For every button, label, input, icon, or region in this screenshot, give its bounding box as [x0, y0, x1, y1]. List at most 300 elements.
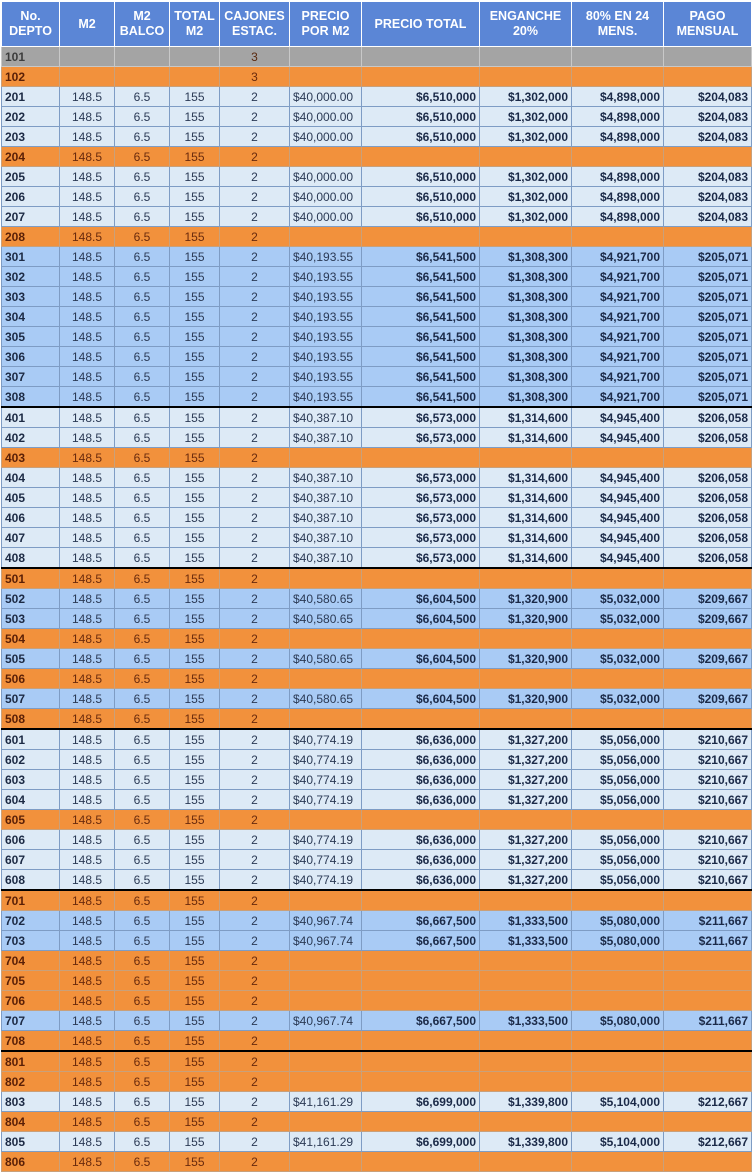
- table-row: [2, 1112, 752, 1132]
- cell-80-24-mens: $4,898,000: [572, 87, 664, 107]
- cell-depto: 501: [2, 568, 60, 589]
- cell-total-m2: 155: [170, 87, 220, 107]
- cell-m2: 148.5: [60, 127, 115, 147]
- table-row: [2, 127, 752, 147]
- cell-pago-mensual: $204,083: [664, 187, 752, 207]
- cell-precio-total: $6,510,000: [362, 87, 480, 107]
- cell-m2: 148.5: [60, 911, 115, 931]
- cell-total-m2: 155: [170, 750, 220, 770]
- cell-total-m2: 155: [170, 327, 220, 347]
- cell-depto: 307: [2, 367, 60, 387]
- cell-precio-total: $6,541,500: [362, 367, 480, 387]
- cell-m2-balco: 6.5: [115, 508, 170, 528]
- cell-enganche: [480, 629, 572, 649]
- cell-precio-m2: $40,193.55: [290, 307, 362, 327]
- cell-enganche: $1,339,800: [480, 1132, 572, 1152]
- cell-total-m2: 155: [170, 307, 220, 327]
- cell-m2: 148.5: [60, 709, 115, 730]
- cell-m2: 148.5: [60, 870, 115, 891]
- table-row: [2, 770, 752, 790]
- cell-total-m2: 155: [170, 247, 220, 267]
- cell-cajones: 2: [220, 428, 290, 448]
- cell-pago-mensual: [664, 1051, 752, 1072]
- cell-enganche: $1,302,000: [480, 107, 572, 127]
- cell-80-24-mens: $4,945,400: [572, 548, 664, 569]
- cell-depto: 608: [2, 870, 60, 891]
- cell-m2-balco: 6.5: [115, 1092, 170, 1112]
- cell-precio-total: $6,510,000: [362, 107, 480, 127]
- cell-pago-mensual: $204,083: [664, 207, 752, 227]
- cell-total-m2: 155: [170, 508, 220, 528]
- cell-cajones: 2: [220, 127, 290, 147]
- cell-precio-m2: [290, 629, 362, 649]
- cell-depto: 708: [2, 1031, 60, 1052]
- table-row: [2, 47, 752, 67]
- cell-m2: 148.5: [60, 1011, 115, 1031]
- table-row: [2, 187, 752, 207]
- cell-m2: 148.5: [60, 1112, 115, 1132]
- cell-depto: 208: [2, 227, 60, 247]
- cell-total-m2: 155: [170, 1152, 220, 1172]
- header-cajones: CAJONES ESTAC.: [220, 2, 290, 47]
- cell-enganche: $1,314,600: [480, 468, 572, 488]
- cell-m2: 148.5: [60, 407, 115, 428]
- cell-80-24-mens: [572, 227, 664, 247]
- cell-precio-m2: $40,387.10: [290, 548, 362, 569]
- cell-precio-m2: [290, 669, 362, 689]
- price-table: [1, 1, 752, 1172]
- cell-cajones: 2: [220, 267, 290, 287]
- cell-precio-total: $6,604,500: [362, 689, 480, 709]
- cell-total-m2: 155: [170, 207, 220, 227]
- cell-depto: 101: [2, 47, 60, 67]
- cell-m2-balco: 6.5: [115, 1152, 170, 1172]
- cell-precio-total: [362, 669, 480, 689]
- header-m2-balco: M2 BALCO: [115, 2, 170, 47]
- cell-m2: 148.5: [60, 548, 115, 569]
- cell-enganche: $1,302,000: [480, 187, 572, 207]
- cell-precio-total: [362, 1072, 480, 1092]
- cell-m2-balco: 6.5: [115, 187, 170, 207]
- cell-m2: 148.5: [60, 327, 115, 347]
- cell-depto: 207: [2, 207, 60, 227]
- cell-cajones: 2: [220, 107, 290, 127]
- cell-enganche: $1,302,000: [480, 127, 572, 147]
- cell-enganche: $1,302,000: [480, 167, 572, 187]
- cell-precio-total: $6,510,000: [362, 187, 480, 207]
- cell-m2-balco: 6.5: [115, 167, 170, 187]
- cell-cajones: 2: [220, 468, 290, 488]
- cell-depto: 401: [2, 407, 60, 428]
- cell-depto: 203: [2, 127, 60, 147]
- cell-precio-m2: [290, 810, 362, 830]
- cell-pago-mensual: [664, 47, 752, 67]
- cell-80-24-mens: [572, 1031, 664, 1052]
- cell-80-24-mens: [572, 890, 664, 911]
- cell-pago-mensual: $206,058: [664, 468, 752, 488]
- cell-m2-balco: 6.5: [115, 367, 170, 387]
- table-row: [2, 830, 752, 850]
- cell-total-m2: 155: [170, 951, 220, 971]
- header-80-24-mens: 80% EN 24 MENS.: [572, 2, 664, 47]
- table-row: [2, 810, 752, 830]
- cell-precio-m2: $40,774.19: [290, 830, 362, 850]
- cell-m2: 148.5: [60, 1031, 115, 1052]
- cell-enganche: [480, 991, 572, 1011]
- cell-cajones: 2: [220, 750, 290, 770]
- cell-pago-mensual: [664, 1031, 752, 1052]
- table-row: [2, 1011, 752, 1031]
- cell-80-24-mens: [572, 147, 664, 167]
- cell-enganche: $1,333,500: [480, 1011, 572, 1031]
- cell-80-24-mens: [572, 991, 664, 1011]
- cell-m2-balco: 6.5: [115, 971, 170, 991]
- cell-precio-m2: $40,193.55: [290, 367, 362, 387]
- cell-m2-balco: 6.5: [115, 428, 170, 448]
- table-row: [2, 568, 752, 589]
- table-row: [2, 307, 752, 327]
- cell-precio-m2: $40,387.10: [290, 407, 362, 428]
- cell-cajones: 2: [220, 629, 290, 649]
- cell-depto: 306: [2, 347, 60, 367]
- table-row: [2, 790, 752, 810]
- cell-80-24-mens: [572, 47, 664, 67]
- cell-depto: 508: [2, 709, 60, 730]
- cell-precio-m2: [290, 67, 362, 87]
- cell-enganche: $1,320,900: [480, 649, 572, 669]
- cell-80-24-mens: $4,898,000: [572, 207, 664, 227]
- cell-precio-m2: $40,193.55: [290, 327, 362, 347]
- cell-total-m2: 155: [170, 810, 220, 830]
- cell-enganche: $1,302,000: [480, 207, 572, 227]
- cell-precio-total: $6,541,500: [362, 247, 480, 267]
- table-row: [2, 167, 752, 187]
- cell-total-m2: 155: [170, 790, 220, 810]
- cell-total-m2: 155: [170, 729, 220, 750]
- cell-80-24-mens: $5,080,000: [572, 1011, 664, 1031]
- cell-m2-balco: 6.5: [115, 931, 170, 951]
- cell-enganche: [480, 67, 572, 87]
- cell-cajones: 2: [220, 407, 290, 428]
- cell-precio-total: $6,636,000: [362, 850, 480, 870]
- cell-cajones: 2: [220, 87, 290, 107]
- cell-depto: 304: [2, 307, 60, 327]
- cell-depto: 702: [2, 911, 60, 931]
- cell-m2-balco: 6.5: [115, 127, 170, 147]
- cell-80-24-mens: [572, 669, 664, 689]
- cell-80-24-mens: $4,945,400: [572, 508, 664, 528]
- cell-m2-balco: 6.5: [115, 729, 170, 750]
- cell-80-24-mens: $4,921,700: [572, 247, 664, 267]
- cell-depto: 405: [2, 488, 60, 508]
- cell-cajones: 2: [220, 488, 290, 508]
- cell-enganche: $1,314,600: [480, 488, 572, 508]
- cell-pago-mensual: $205,071: [664, 387, 752, 408]
- cell-precio-m2: $41,161.29: [290, 1092, 362, 1112]
- cell-total-m2: 155: [170, 1072, 220, 1092]
- cell-m2-balco: 6.5: [115, 790, 170, 810]
- cell-depto: 801: [2, 1051, 60, 1072]
- cell-m2-balco: 6.5: [115, 87, 170, 107]
- cell-cajones: 2: [220, 689, 290, 709]
- cell-m2: 148.5: [60, 589, 115, 609]
- cell-precio-total: [362, 971, 480, 991]
- cell-precio-m2: $40,774.19: [290, 770, 362, 790]
- cell-cajones: 2: [220, 810, 290, 830]
- table-row: [2, 267, 752, 287]
- cell-enganche: $1,308,300: [480, 307, 572, 327]
- cell-total-m2: 155: [170, 770, 220, 790]
- cell-enganche: $1,314,600: [480, 428, 572, 448]
- cell-depto: 205: [2, 167, 60, 187]
- cell-precio-m2: [290, 568, 362, 589]
- cell-80-24-mens: [572, 1051, 664, 1072]
- cell-80-24-mens: $5,056,000: [572, 830, 664, 850]
- cell-80-24-mens: [572, 709, 664, 730]
- cell-total-m2: 155: [170, 107, 220, 127]
- cell-pago-mensual: [664, 951, 752, 971]
- cell-precio-m2: $40,967.74: [290, 1011, 362, 1031]
- cell-cajones: 2: [220, 669, 290, 689]
- cell-precio-total: $6,667,500: [362, 911, 480, 931]
- cell-precio-total: $6,573,000: [362, 407, 480, 428]
- cell-enganche: [480, 810, 572, 830]
- cell-depto: 603: [2, 770, 60, 790]
- cell-enganche: [480, 47, 572, 67]
- cell-enganche: $1,320,900: [480, 689, 572, 709]
- cell-precio-total: $6,636,000: [362, 870, 480, 891]
- cell-enganche: $1,308,300: [480, 267, 572, 287]
- cell-precio-m2: $40,580.65: [290, 649, 362, 669]
- table-row: [2, 1092, 752, 1112]
- cell-pago-mensual: [664, 971, 752, 991]
- cell-precio-m2: $40,580.65: [290, 689, 362, 709]
- cell-precio-total: [362, 709, 480, 730]
- cell-cajones: 2: [220, 790, 290, 810]
- cell-depto: 408: [2, 548, 60, 569]
- cell-precio-m2: $40,774.19: [290, 870, 362, 891]
- cell-precio-m2: $40,193.55: [290, 287, 362, 307]
- cell-enganche: $1,333,500: [480, 931, 572, 951]
- cell-80-24-mens: $4,921,700: [572, 387, 664, 408]
- table-row: [2, 227, 752, 247]
- cell-depto: 601: [2, 729, 60, 750]
- cell-pago-mensual: [664, 991, 752, 1011]
- cell-precio-total: $6,636,000: [362, 830, 480, 850]
- cell-m2: 148.5: [60, 508, 115, 528]
- cell-total-m2: 155: [170, 407, 220, 428]
- cell-m2-balco: 6.5: [115, 488, 170, 508]
- cell-depto: 503: [2, 609, 60, 629]
- cell-m2: 148.5: [60, 729, 115, 750]
- table-row: [2, 1072, 752, 1092]
- cell-total-m2: 155: [170, 448, 220, 468]
- cell-depto: 705: [2, 971, 60, 991]
- cell-80-24-mens: $5,056,000: [572, 750, 664, 770]
- header-row: [2, 2, 752, 47]
- cell-m2: 148.5: [60, 951, 115, 971]
- cell-cajones: 2: [220, 528, 290, 548]
- cell-m2-balco: 6.5: [115, 911, 170, 931]
- cell-cajones: 2: [220, 327, 290, 347]
- cell-80-24-mens: $5,104,000: [572, 1092, 664, 1112]
- cell-pago-mensual: $210,667: [664, 729, 752, 750]
- cell-pago-mensual: [664, 810, 752, 830]
- cell-depto: 404: [2, 468, 60, 488]
- cell-m2: 148.5: [60, 830, 115, 850]
- cell-precio-total: [362, 1031, 480, 1052]
- cell-enganche: [480, 951, 572, 971]
- cell-80-24-mens: $5,056,000: [572, 870, 664, 891]
- cell-enganche: [480, 1112, 572, 1132]
- cell-cajones: 2: [220, 870, 290, 891]
- cell-total-m2: 155: [170, 991, 220, 1011]
- cell-cajones: 2: [220, 931, 290, 951]
- cell-m2-balco: 6.5: [115, 448, 170, 468]
- cell-80-24-mens: $4,921,700: [572, 347, 664, 367]
- table-row: [2, 468, 752, 488]
- cell-depto: 805: [2, 1132, 60, 1152]
- cell-m2-balco: 6.5: [115, 991, 170, 1011]
- cell-m2: 148.5: [60, 307, 115, 327]
- cell-precio-total: $6,573,000: [362, 468, 480, 488]
- cell-precio-total: $6,699,000: [362, 1092, 480, 1112]
- cell-total-m2: 155: [170, 850, 220, 870]
- cell-m2-balco: 6.5: [115, 327, 170, 347]
- cell-precio-m2: $40,580.65: [290, 589, 362, 609]
- cell-total-m2: 155: [170, 1031, 220, 1052]
- table-row: [2, 1051, 752, 1072]
- cell-cajones: 3: [220, 47, 290, 67]
- cell-depto: 402: [2, 428, 60, 448]
- cell-precio-total: $6,667,500: [362, 1011, 480, 1031]
- cell-80-24-mens: $4,945,400: [572, 468, 664, 488]
- cell-pago-mensual: $211,667: [664, 931, 752, 951]
- cell-80-24-mens: $4,898,000: [572, 127, 664, 147]
- cell-80-24-mens: $5,032,000: [572, 649, 664, 669]
- cell-enganche: [480, 1072, 572, 1092]
- cell-cajones: 2: [220, 287, 290, 307]
- cell-pago-mensual: $209,667: [664, 689, 752, 709]
- cell-80-24-mens: $4,945,400: [572, 488, 664, 508]
- cell-pago-mensual: $209,667: [664, 649, 752, 669]
- cell-precio-total: $6,541,500: [362, 287, 480, 307]
- table-row: [2, 548, 752, 569]
- cell-cajones: 2: [220, 1031, 290, 1052]
- cell-enganche: $1,308,300: [480, 327, 572, 347]
- table-row: [2, 87, 752, 107]
- cell-enganche: [480, 147, 572, 167]
- cell-precio-m2: $40,774.19: [290, 790, 362, 810]
- table-row: [2, 709, 752, 730]
- cell-depto: 804: [2, 1112, 60, 1132]
- cell-cajones: 2: [220, 729, 290, 750]
- cell-enganche: [480, 568, 572, 589]
- cell-enganche: [480, 1051, 572, 1072]
- cell-cajones: 2: [220, 147, 290, 167]
- cell-precio-total: $6,699,000: [362, 1132, 480, 1152]
- cell-m2-balco: 6.5: [115, 609, 170, 629]
- cell-80-24-mens: $5,104,000: [572, 1132, 664, 1152]
- cell-depto: 605: [2, 810, 60, 830]
- cell-depto: 403: [2, 448, 60, 468]
- cell-total-m2: 155: [170, 911, 220, 931]
- cell-enganche: $1,308,300: [480, 247, 572, 267]
- cell-total-m2: 155: [170, 1092, 220, 1112]
- cell-m2-balco: 6.5: [115, 649, 170, 669]
- cell-enganche: [480, 669, 572, 689]
- cell-enganche: $1,302,000: [480, 87, 572, 107]
- table-row: [2, 951, 752, 971]
- cell-enganche: $1,327,200: [480, 870, 572, 891]
- cell-depto: 703: [2, 931, 60, 951]
- cell-precio-total: $6,510,000: [362, 167, 480, 187]
- cell-pago-mensual: $210,667: [664, 790, 752, 810]
- cell-total-m2: 155: [170, 287, 220, 307]
- cell-total-m2: 155: [170, 870, 220, 891]
- cell-precio-m2: [290, 709, 362, 730]
- table-row: [2, 750, 752, 770]
- cell-precio-total: $6,541,500: [362, 267, 480, 287]
- cell-enganche: $1,339,800: [480, 1092, 572, 1112]
- cell-total-m2: 155: [170, 1051, 220, 1072]
- header-pago-mensual: PAGO MENSUAL: [664, 2, 752, 47]
- cell-m2-balco: 6.5: [115, 207, 170, 227]
- cell-enganche: [480, 1152, 572, 1172]
- cell-m2: 148.5: [60, 267, 115, 287]
- cell-enganche: $1,314,600: [480, 508, 572, 528]
- cell-cajones: 2: [220, 568, 290, 589]
- cell-80-24-mens: $4,921,700: [572, 307, 664, 327]
- cell-80-24-mens: $4,898,000: [572, 107, 664, 127]
- cell-80-24-mens: [572, 810, 664, 830]
- cell-cajones: 2: [220, 830, 290, 850]
- cell-depto: 302: [2, 267, 60, 287]
- cell-80-24-mens: $4,898,000: [572, 187, 664, 207]
- header-m2: M2: [60, 2, 115, 47]
- cell-m2: 148.5: [60, 629, 115, 649]
- cell-cajones: 2: [220, 247, 290, 267]
- cell-80-24-mens: [572, 1112, 664, 1132]
- cell-depto: 206: [2, 187, 60, 207]
- cell-m2-balco: 6.5: [115, 568, 170, 589]
- cell-total-m2: 155: [170, 347, 220, 367]
- cell-precio-total: $6,510,000: [362, 207, 480, 227]
- cell-enganche: [480, 227, 572, 247]
- cell-pago-mensual: $206,058: [664, 548, 752, 569]
- table-row: [2, 367, 752, 387]
- cell-precio-m2: [290, 991, 362, 1011]
- cell-pago-mensual: [664, 67, 752, 87]
- cell-precio-total: [362, 147, 480, 167]
- table-row: [2, 589, 752, 609]
- cell-pago-mensual: [664, 227, 752, 247]
- cell-total-m2: [170, 67, 220, 87]
- cell-precio-total: $6,541,500: [362, 307, 480, 327]
- cell-depto: 406: [2, 508, 60, 528]
- cell-80-24-mens: [572, 568, 664, 589]
- cell-enganche: $1,308,300: [480, 387, 572, 408]
- cell-80-24-mens: $4,921,700: [572, 367, 664, 387]
- cell-m2-balco: 6.5: [115, 287, 170, 307]
- cell-total-m2: 155: [170, 609, 220, 629]
- cell-m2-balco: 6.5: [115, 548, 170, 569]
- cell-precio-m2: [290, 971, 362, 991]
- cell-cajones: 2: [220, 448, 290, 468]
- cell-depto: 407: [2, 528, 60, 548]
- cell-total-m2: 155: [170, 468, 220, 488]
- cell-m2-balco: 6.5: [115, 810, 170, 830]
